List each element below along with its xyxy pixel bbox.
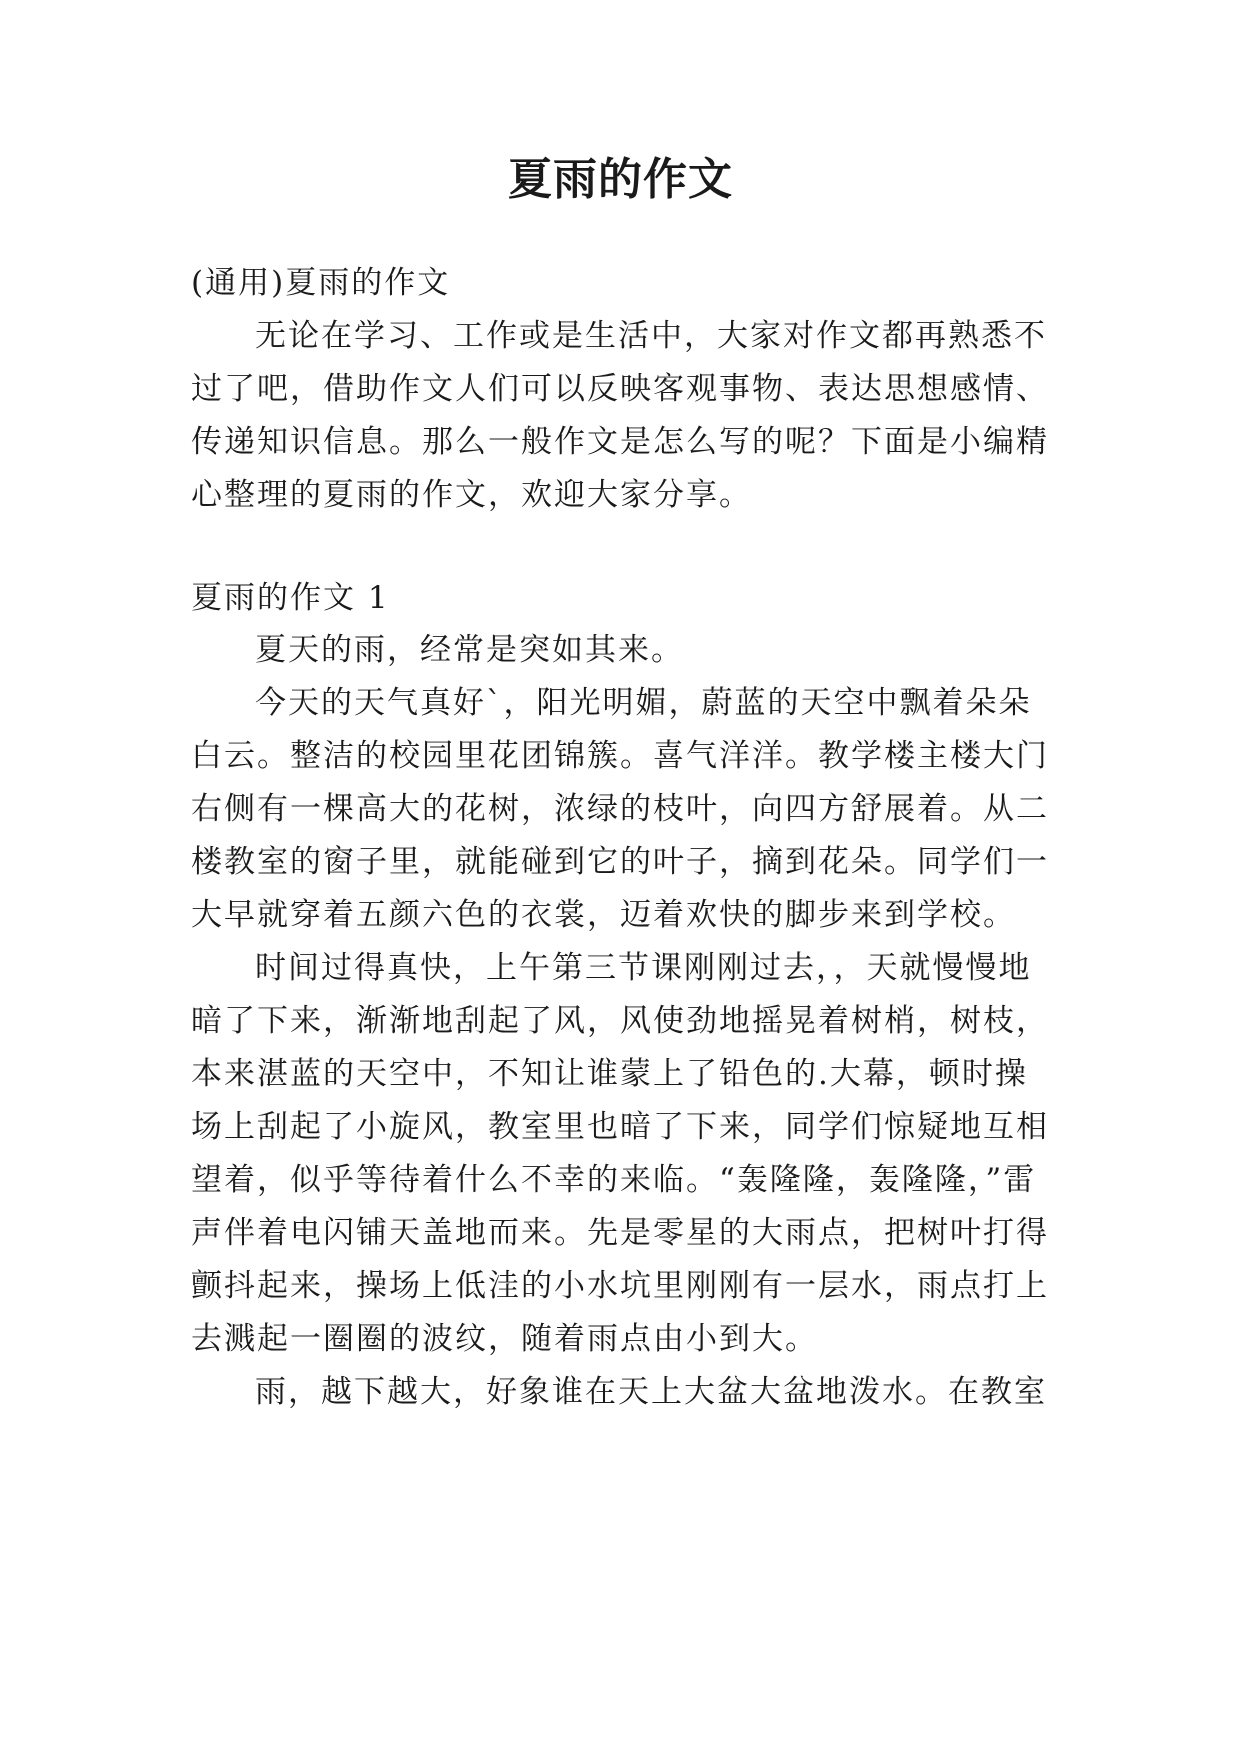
paragraph-line: 雨，越下越大，好象谁在天上大盆大盆地泼水。在教室 bbox=[255, 1374, 1047, 1410]
paragraph-line: 去溅起一圈圈的波纹，随着雨点由小到大。 bbox=[191, 1321, 818, 1357]
paragraph-line: 时间过得真快，上午第三节课刚刚过去，，天就慢慢地 bbox=[255, 950, 1032, 986]
paragraph-line: 过了吧，借助作文人们可以反映客观事物、表达思想感情、 bbox=[191, 371, 1049, 407]
paragraph-line: 大早就穿着五颜六色的衣裳，迈着欢快的脚步来到学校。 bbox=[191, 897, 1016, 933]
document-title: 夏雨的作文 bbox=[508, 154, 733, 205]
paragraph-line: 望着，似乎等待着什么不幸的来临。“轰隆隆，轰隆隆，”雷 bbox=[191, 1162, 1037, 1198]
paragraph-line: 本来湛蓝的天空中，不知让谁蒙上了铅色的.大幕，顿时操 bbox=[191, 1056, 1028, 1092]
paragraph-line: 今天的天气真好`，阳光明媚，蔚蓝的天空中飘着朵朵 bbox=[255, 685, 1032, 721]
paragraph-line: 白云。整洁的校园里花团锦簇。喜气洋洋。教学楼主楼大门 bbox=[191, 738, 1049, 774]
section-heading: 夏雨的作文 1 bbox=[191, 580, 390, 616]
paragraph-line: 右侧有一棵高大的花树，浓绿的枝叶，向四方舒展着。从二 bbox=[191, 791, 1049, 827]
paragraph-line: 传递知识信息。那么一般作文是怎么写的呢？下面是小编精 bbox=[191, 424, 1049, 460]
paragraph-line: 场上刮起了小旋风，教室里也暗了下来，同学们惊疑地互相 bbox=[191, 1109, 1049, 1145]
paragraph-line: 暗了下来，渐渐地刮起了风，风使劲地摇晃着树梢，树枝， bbox=[191, 1003, 1049, 1039]
paragraph-line: 声伴着电闪铺天盖地而来。先是零星的大雨点，把树叶打得 bbox=[191, 1215, 1049, 1251]
paragraph-line: 无论在学习、工作或是生活中，大家对作文都再熟悉不 bbox=[255, 318, 1047, 354]
intro-heading: (通用)夏雨的作文 bbox=[191, 265, 451, 301]
paragraph-line: 楼教室的窗子里，就能碰到它的叶子，摘到花朵。同学们一 bbox=[191, 844, 1049, 880]
paragraph-line: 颤抖起来，操场上低洼的小水坑里刚刚有一层水，雨点打上 bbox=[191, 1268, 1049, 1304]
paragraph-line: 夏天的雨，经常是突如其来。 bbox=[255, 632, 684, 668]
paragraph-line: 心整理的夏雨的作文，欢迎大家分享。 bbox=[191, 477, 752, 513]
